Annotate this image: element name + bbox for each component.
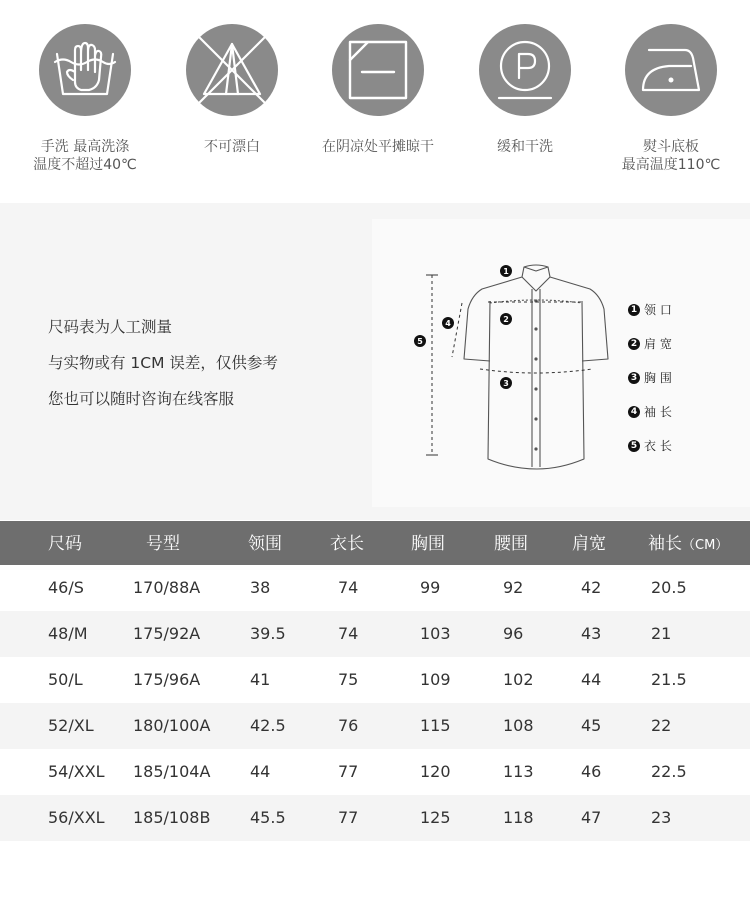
cell-chest: 115 [420, 716, 451, 735]
cell-length: 77 [338, 808, 359, 827]
legend-number: 3 [628, 372, 640, 384]
hand-wash-icon [39, 24, 131, 116]
cell-waist: 118 [503, 808, 534, 827]
cell-size: 48/M [48, 624, 88, 643]
cell-collar: 45.5 [250, 808, 286, 827]
cell-chest: 99 [420, 578, 441, 597]
cell-waist: 113 [503, 762, 534, 781]
cell-sleeve: 21 [651, 624, 672, 643]
care-item-no-bleach [162, 24, 302, 156]
care-item-dry-flat [308, 24, 448, 156]
table-body [0, 565, 750, 841]
care-label [601, 138, 741, 174]
legend-item [628, 395, 672, 429]
care-label-line: 最高温度110℃ [621, 157, 721, 173]
header-unit: （CM） [682, 538, 729, 553]
care-label-line: 熨斗底板 [643, 139, 699, 155]
cell-collar: 38 [250, 578, 271, 597]
cell-shoulder: 43 [581, 624, 602, 643]
note-line: 与实物或有 1CM 误差，仅供参考 [48, 354, 278, 372]
care-item-hand-wash [15, 24, 155, 174]
cell-sleeve: 20.5 [651, 578, 687, 597]
legend-item [628, 429, 672, 463]
header-collar: 领围 [248, 534, 282, 554]
mild-dry-clean-icon [479, 24, 571, 116]
cell-chest: 120 [420, 762, 451, 781]
cell-model: 185/108B [133, 808, 211, 827]
legend-number: 4 [628, 406, 640, 418]
note-line: 您也可以随时咨询在线客服 [48, 390, 235, 408]
header-chest: 胸围 [411, 534, 445, 554]
cell-length: 75 [338, 670, 359, 689]
cell-chest: 125 [420, 808, 451, 827]
measurement-note [48, 309, 278, 417]
cell-chest: 103 [420, 624, 451, 643]
cell-length: 77 [338, 762, 359, 781]
header-sleeve [648, 521, 728, 565]
cell-waist: 92 [503, 578, 524, 597]
care-item-mild-dry-clean [455, 24, 595, 156]
cell-shoulder: 47 [581, 808, 602, 827]
cell-model: 185/104A [133, 762, 211, 781]
table-row [0, 795, 750, 841]
dry-flat-shade-icon [332, 24, 424, 116]
care-label-line: 手洗 最高洗涤 [40, 139, 130, 155]
cell-collar: 41 [250, 670, 271, 689]
legend-number: 2 [628, 338, 640, 350]
cell-sleeve: 23 [651, 808, 672, 827]
header-waist: 腰围 [494, 534, 528, 554]
table-row [0, 749, 750, 795]
table-row [0, 657, 750, 703]
legend-label: 领 口 [644, 303, 672, 317]
cell-sleeve: 22 [651, 716, 672, 735]
cell-waist: 102 [503, 670, 534, 689]
table-row [0, 611, 750, 657]
cell-model: 170/88A [133, 578, 201, 597]
care-instructions [0, 0, 750, 200]
legend-item [628, 293, 672, 327]
table-row [0, 565, 750, 611]
size-table [0, 521, 750, 841]
cell-model: 175/96A [133, 670, 201, 689]
cell-collar: 42.5 [250, 716, 286, 735]
cell-shoulder: 42 [581, 578, 602, 597]
cell-collar: 44 [250, 762, 271, 781]
table-header [0, 521, 750, 565]
measurement-legend [628, 293, 672, 463]
legend-label: 袖 长 [644, 405, 672, 419]
cell-sleeve: 22.5 [651, 762, 687, 781]
table-row [0, 703, 750, 749]
marker-shoulder: 2 [503, 315, 509, 324]
cell-size: 56/XXL [48, 808, 105, 827]
cell-length: 74 [338, 578, 359, 597]
care-label [15, 138, 155, 174]
legend-label: 胸 围 [644, 371, 672, 385]
shirt-diagram-panel [372, 219, 750, 507]
care-label-line: 缓和干洗 [497, 139, 553, 155]
cell-waist: 108 [503, 716, 534, 735]
care-label-line: 不可漂白 [204, 139, 260, 155]
care-label [308, 138, 448, 156]
care-label-line: 温度不超过40℃ [33, 157, 137, 173]
care-item-iron [601, 24, 741, 174]
header-model: 号型 [146, 534, 180, 554]
cell-collar: 39.5 [250, 624, 286, 643]
legend-label: 衣 长 [644, 439, 672, 453]
header-size: 尺码 [48, 534, 82, 554]
cell-size: 46/S [48, 578, 84, 597]
iron-icon [625, 24, 717, 116]
cell-shoulder: 44 [581, 670, 602, 689]
header-sleeve-label: 袖长 [648, 534, 682, 554]
marker-chest: 3 [503, 379, 509, 388]
cell-model: 180/100A [133, 716, 211, 735]
marker-length: 5 [417, 337, 423, 346]
cell-model: 175/92A [133, 624, 201, 643]
cell-size: 52/XL [48, 716, 94, 735]
marker-sleeve: 4 [445, 319, 451, 328]
care-label [162, 138, 302, 156]
note-line: 尺码表为人工测量 [48, 318, 173, 336]
legend-label: 肩 宽 [644, 337, 672, 351]
header-length: 衣长 [330, 534, 364, 554]
care-label-line: 在阴凉处平摊晾干 [322, 139, 434, 155]
legend-number: 5 [628, 440, 640, 452]
header-shoulder: 肩宽 [572, 534, 606, 554]
cell-size: 50/L [48, 670, 83, 689]
legend-number: 1 [628, 304, 640, 316]
shirt-diagram [372, 219, 750, 507]
cell-length: 74 [338, 624, 359, 643]
legend-item [628, 327, 672, 361]
no-bleach-icon [186, 24, 278, 116]
cell-size: 54/XXL [48, 762, 105, 781]
cell-length: 76 [338, 716, 359, 735]
cell-chest: 109 [420, 670, 451, 689]
cell-shoulder: 46 [581, 762, 602, 781]
care-label [455, 138, 595, 156]
marker-collar: 1 [503, 267, 509, 276]
cell-waist: 96 [503, 624, 524, 643]
legend-item [628, 361, 672, 395]
measurement-section [0, 203, 750, 520]
cell-shoulder: 45 [581, 716, 602, 735]
cell-sleeve: 21.5 [651, 670, 687, 689]
